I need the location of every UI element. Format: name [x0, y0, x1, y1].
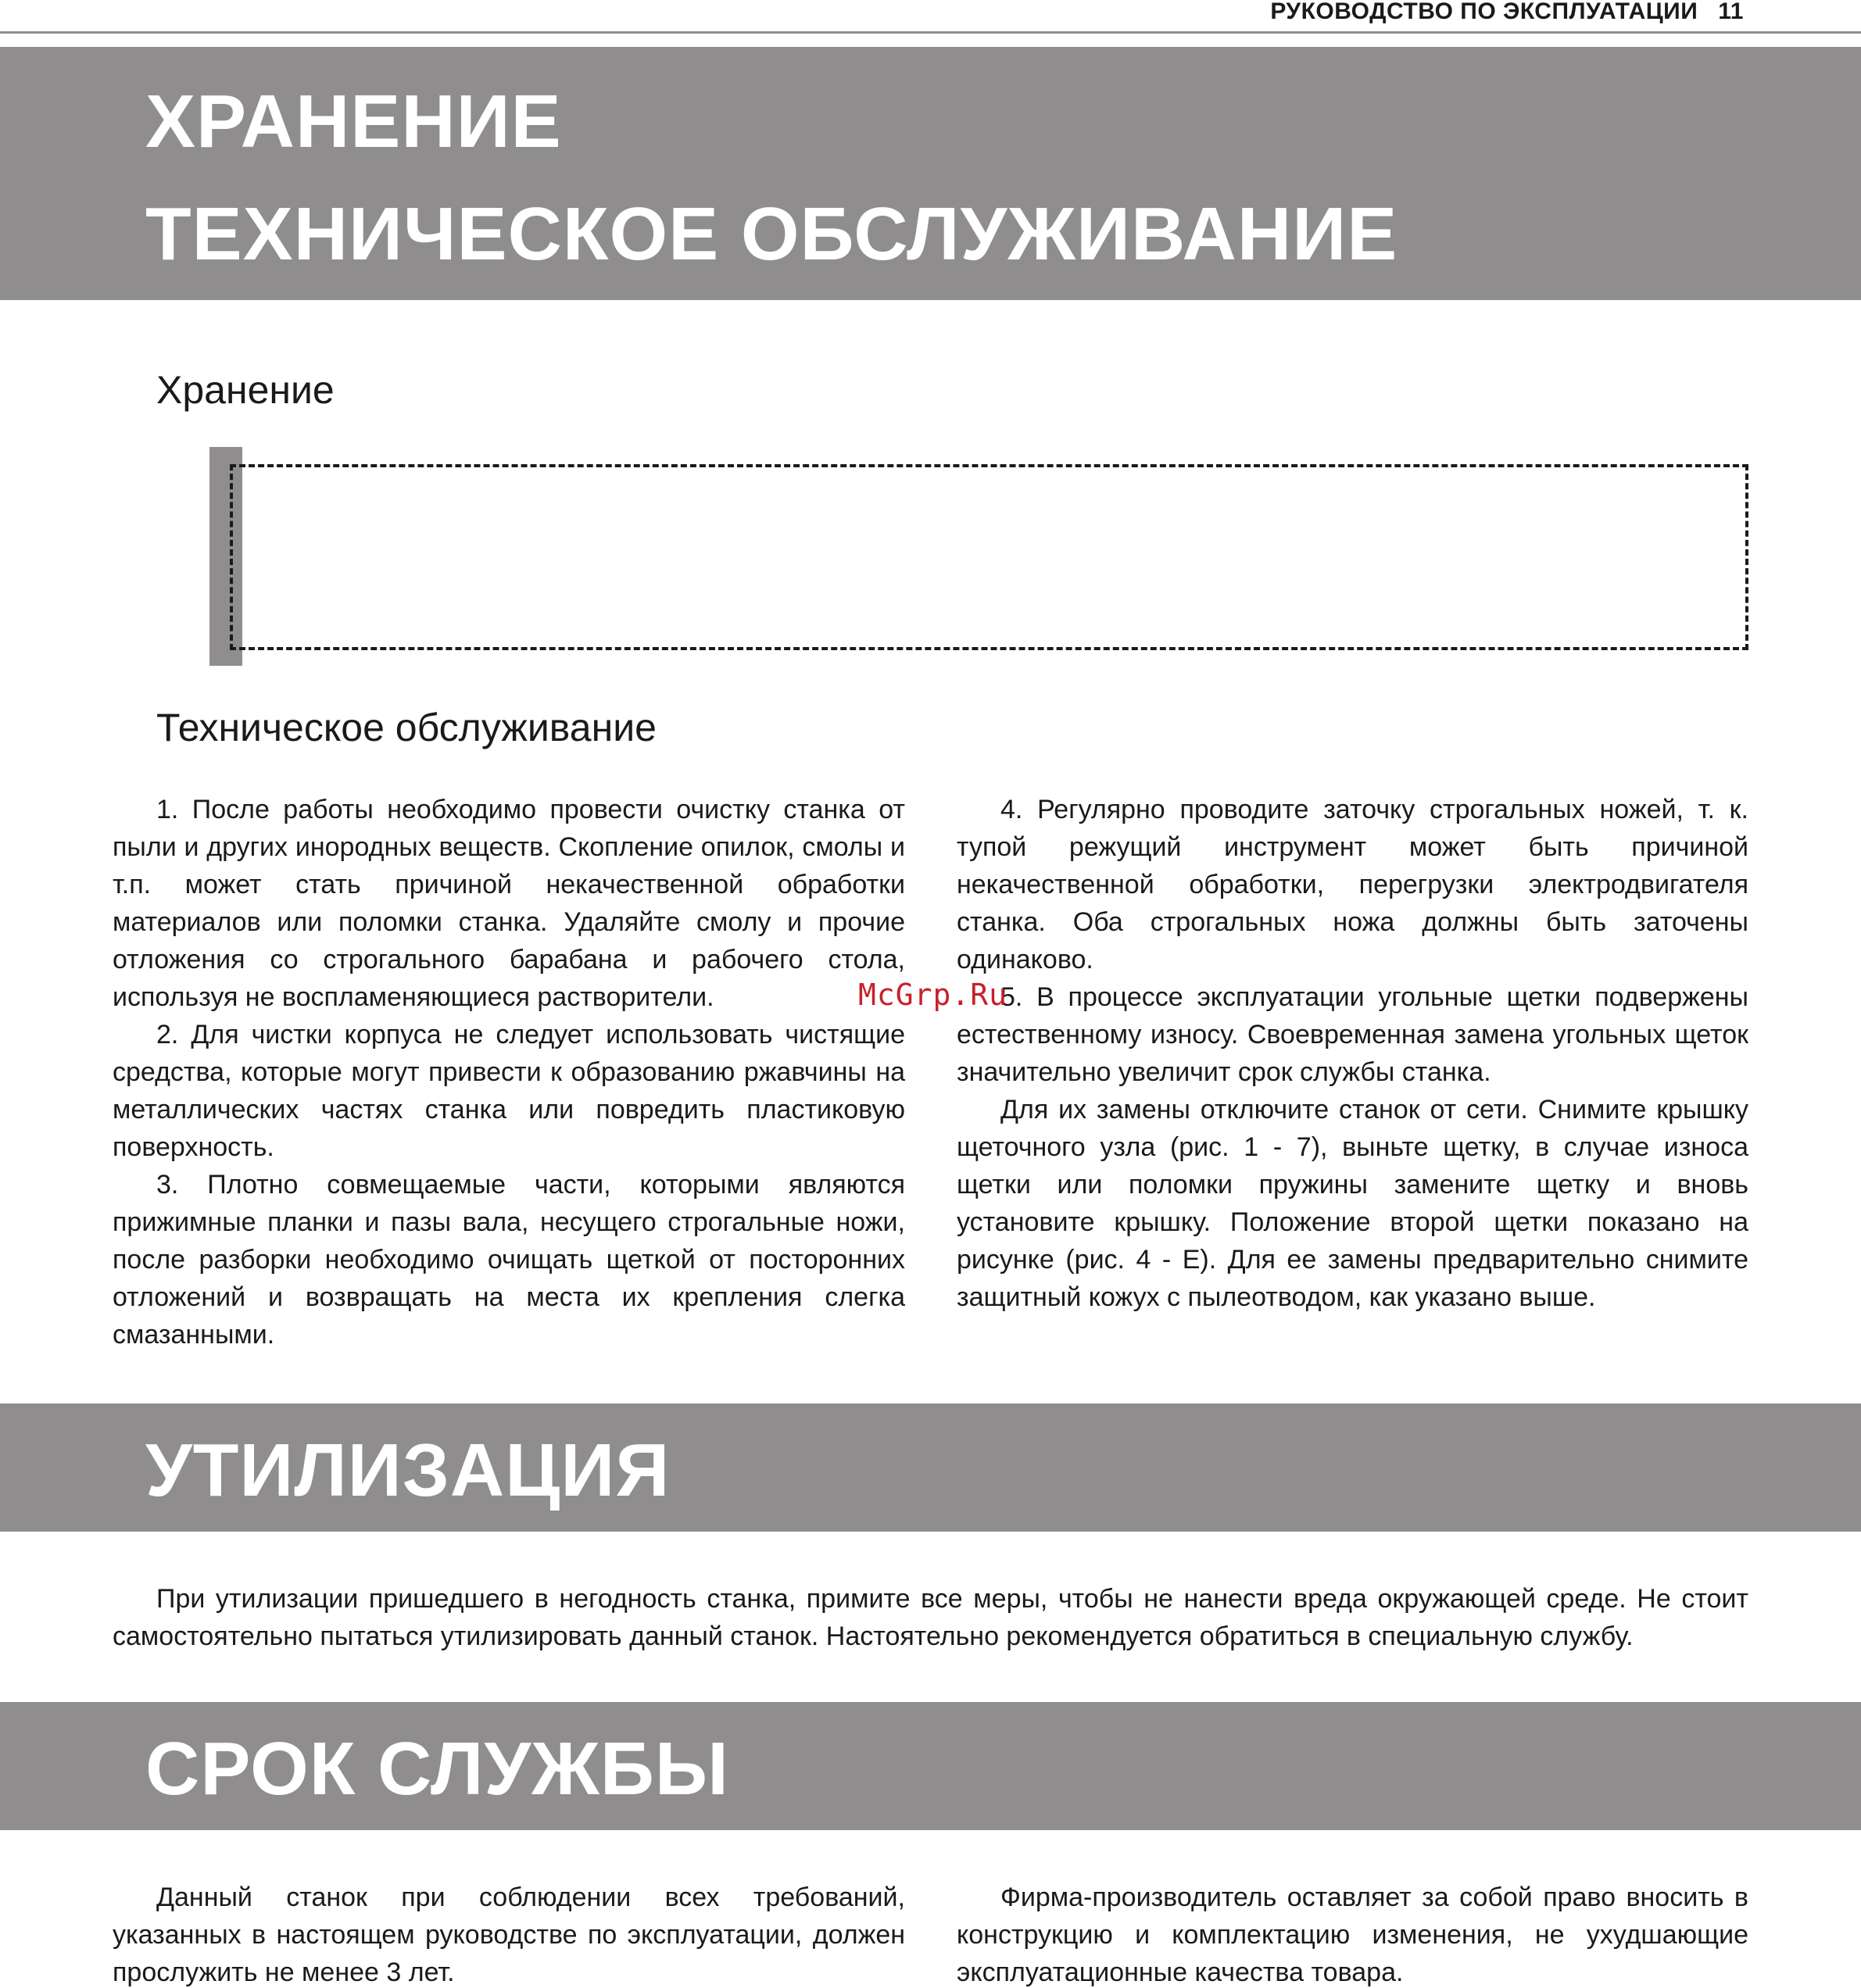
service-life-paragraph-right: Фирма-производитель оставляет за собой право вносить в конструкцию и комплектацию изменения, не ухудшающие эксплуатационные качества товара. [957, 1883, 1748, 1987]
storage-heading: Хранение [156, 368, 335, 412]
page-number: 11 [1718, 0, 1744, 24]
watermark: McGrp.Ru [858, 978, 1008, 1012]
disposal-paragraph: При утилизации пришедшего в негодность станка, примите все меры, чтобы не нанести вреда окружающей среде. Не стоит самостоятельно пытаться утилизировать данный станок. Настоятельно рекомендуется обратиться в специальную службу. [113, 1584, 1748, 1651]
service-life-right-column [957, 1879, 1748, 1988]
banner-title-disposal: УТИЛИЗАЦИЯ [145, 1428, 671, 1512]
running-header [1270, 0, 1744, 28]
service-life-paragraph-left: Данный станок при соблюдении всех требований, указанных в настоящем руководстве по эксплуатации, должен прослужить не менее 3 лет. [113, 1883, 905, 1987]
storage-note-box [230, 464, 1748, 650]
header-rule [0, 31, 1861, 34]
maintenance-heading: Техническое обслуживание [156, 706, 657, 749]
running-title: РУКОВОДСТВО ПО ЭКСПЛУАТАЦИИ [1270, 0, 1698, 24]
maintenance-paragraph-5: 5. В процессе эксплуатации угольные щетки подвержены естественному износу. Своевременная замена угольных щеток значительно увеличит срок службы станка. [957, 982, 1748, 1087]
service-life-left-column [113, 1879, 905, 1988]
banner-disposal [0, 1403, 1861, 1532]
banner-storage-maintenance [0, 47, 1861, 300]
banner-service-life [0, 1702, 1861, 1830]
banner-title-service-life: СРОК СЛУЖБЫ [145, 1727, 729, 1811]
banner-title-storage: ХРАНЕНИЕ [145, 80, 562, 163]
maintenance-paragraph-2: 2. Для чистки корпуса не следует использовать чистящие средства, которые могут привести к образованию ржавчины на металлических частях станка или повредить пластиковую поверхность. [113, 1020, 905, 1162]
maintenance-paragraph-6: Для их замены отключите станок от сети. Снимите крышку щеточного узла (рис. 1 - 7), выньте щетку, в случае износа щетки или поломки пружины замените щетку и вновь установите крышку. Положение второй щетки показано на рисунке (рис. 4 - Е). Для ее замены предварительно снимите защитный кожух с пылеотводом, как указано выше. [957, 1095, 1748, 1312]
banner-title-maintenance: ТЕХНИЧЕСКОЕ ОБСЛУЖИВАНИЕ [145, 192, 1398, 276]
maintenance-paragraph-4: 4. Регулярно проводите заточку строгальных ножей, т. к. тупой режущий инструмент может быть причиной некачественной обработки, перегрузки электродвигателя станка. Оба строгальных ножа должны быть заточены одинаково. [957, 795, 1748, 974]
maintenance-paragraph-1: 1. После работы необходимо провести очистку станка от пыли и других инородных веществ. Скопление опилок, смолы и т.п. может стать причиной некачественной обработки материалов или поломки станка. Удаляйте смолу и прочие отложения со строгального барабана и рабочего стола, используя не воспламеняющиеся растворители. [113, 795, 905, 1012]
maintenance-right-column [957, 791, 1748, 1316]
maintenance-left-column [113, 791, 905, 1353]
maintenance-paragraph-3: 3. Плотно совмещаемые части, которыми являются прижимные планки и пазы вала, несущего строгальные ножи, после разборки необходимо очищать щеткой от посторонних отложений и возвращать на места их крепления слегка смазанными. [113, 1170, 905, 1350]
